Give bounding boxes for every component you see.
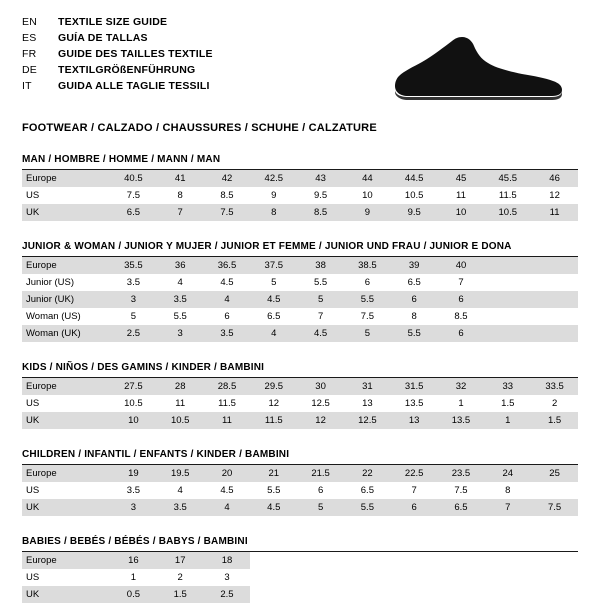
row-label: US: [22, 395, 110, 412]
cell: 40.5: [110, 170, 157, 187]
cell: 9.5: [297, 187, 344, 204]
language-code: DE: [22, 64, 37, 76]
table-row: [22, 552, 578, 569]
language-title: TEXTILGRÖßENFÜHRUNG: [58, 64, 196, 76]
row-label: UK: [22, 412, 110, 429]
cell: 3: [204, 569, 251, 586]
row-label: UK: [22, 204, 110, 221]
cell: 21.5: [297, 465, 344, 482]
cell: 2: [531, 395, 578, 412]
cell: 18: [204, 552, 251, 569]
cell: 37.5: [250, 257, 297, 274]
cell: 7: [484, 499, 531, 516]
cell: 1: [438, 395, 485, 412]
cell: [484, 274, 531, 291]
language-code: ES: [22, 32, 37, 44]
cell: 4: [157, 274, 204, 291]
cell: 13.5: [438, 412, 485, 429]
section-title: KIDS / NIÑOS / DES GAMINS / KINDER / BAMBINI: [22, 362, 578, 378]
cell: 7: [438, 274, 485, 291]
cell: [531, 291, 578, 308]
cell: 10.5: [157, 412, 204, 429]
cell: 8.5: [297, 204, 344, 221]
cell: 10: [110, 412, 157, 429]
cell: 4.5: [250, 499, 297, 516]
size-table-junior-woman: [22, 257, 578, 342]
cell: 4: [157, 482, 204, 499]
cell: 28.5: [204, 378, 251, 395]
cell: [531, 552, 578, 569]
cell: 19.5: [157, 465, 204, 482]
cell: 1.5: [157, 586, 204, 603]
document-header: [22, 16, 578, 108]
cell: 36.5: [204, 257, 251, 274]
cell: 22: [344, 465, 391, 482]
table-row: [22, 395, 578, 412]
cell: 2.5: [110, 325, 157, 342]
cell: 6.5: [250, 308, 297, 325]
cell: [438, 586, 485, 603]
cell: 33: [484, 378, 531, 395]
table-row: [22, 170, 578, 187]
cell: 46: [531, 170, 578, 187]
table-row: [22, 465, 578, 482]
cell: [484, 257, 531, 274]
size-table-kids: [22, 378, 578, 429]
table-row: [22, 187, 578, 204]
cell: 20: [204, 465, 251, 482]
cell: 6.5: [391, 274, 438, 291]
cell: 7.5: [344, 308, 391, 325]
language-row: [22, 48, 213, 64]
cell: 38: [297, 257, 344, 274]
cell: 3: [157, 325, 204, 342]
cell: 6: [297, 482, 344, 499]
cell: 3: [110, 499, 157, 516]
cell: 9.5: [391, 204, 438, 221]
table-row: [22, 412, 578, 429]
cell: 42: [204, 170, 251, 187]
cell: 11.5: [484, 187, 531, 204]
cell: [250, 569, 297, 586]
section-kids: [22, 362, 578, 429]
cell: [297, 586, 344, 603]
section-title: BABIES / BEBÉS / BÉBÉS / BABYS / BAMBINI: [22, 536, 578, 552]
cell: 5.5: [297, 274, 344, 291]
language-title: GUÍA DE TALLAS: [58, 32, 148, 44]
cell: [391, 552, 438, 569]
cell: 39: [391, 257, 438, 274]
section-title: JUNIOR & WOMAN / JUNIOR Y MUJER / JUNIOR ET FEMME / JUNIOR UND FRAU / JUNIOR E DONA: [22, 241, 578, 257]
cell: 7: [391, 482, 438, 499]
cell: 43: [297, 170, 344, 187]
cell: [438, 569, 485, 586]
table-row: [22, 569, 578, 586]
cell: 16: [110, 552, 157, 569]
cell: 3.5: [110, 482, 157, 499]
cell: 12.5: [344, 412, 391, 429]
language-row: [22, 64, 213, 80]
cell: 32: [438, 378, 485, 395]
cell: 3.5: [157, 499, 204, 516]
row-label: US: [22, 482, 110, 499]
cell: 5.5: [344, 499, 391, 516]
language-row: [22, 80, 213, 96]
cell: 31.5: [391, 378, 438, 395]
cell: 21: [250, 465, 297, 482]
cell: 12: [531, 187, 578, 204]
cell: 4.5: [204, 274, 251, 291]
cell: 38.5: [344, 257, 391, 274]
row-label: Junior (UK): [22, 291, 110, 308]
cell: [250, 586, 297, 603]
cell: 10.5: [391, 187, 438, 204]
table-row: [22, 291, 578, 308]
cell: 19: [110, 465, 157, 482]
cell: [297, 552, 344, 569]
section-man: [22, 154, 578, 221]
cell: 1.5: [484, 395, 531, 412]
language-row: [22, 16, 213, 32]
cell: 4.5: [250, 291, 297, 308]
cell: 5: [297, 499, 344, 516]
table-row: [22, 325, 578, 342]
cell: [250, 552, 297, 569]
row-label: Europe: [22, 170, 110, 187]
cell: 33.5: [531, 378, 578, 395]
size-table-man: [22, 170, 578, 221]
cell: 13: [344, 395, 391, 412]
cell: 7.5: [204, 204, 251, 221]
cell: [484, 291, 531, 308]
row-label: US: [22, 569, 110, 586]
cell: [391, 586, 438, 603]
language-row: [22, 32, 213, 48]
language-code: FR: [22, 48, 37, 60]
cell: [484, 569, 531, 586]
cell: [344, 586, 391, 603]
cell: 3.5: [110, 274, 157, 291]
section-children: [22, 449, 578, 516]
cell: 10.5: [110, 395, 157, 412]
cell: 8: [391, 308, 438, 325]
cell: 42.5: [250, 170, 297, 187]
cell: 2: [157, 569, 204, 586]
row-label: Europe: [22, 552, 110, 569]
language-title: GUIDA ALLE TAGLIE TESSILI: [58, 80, 210, 92]
cell: [484, 586, 531, 603]
cell: 11: [531, 204, 578, 221]
cell: [531, 569, 578, 586]
cell: 10.5: [484, 204, 531, 221]
table-row: [22, 586, 578, 603]
cell: 2.5: [204, 586, 251, 603]
cell: 24: [484, 465, 531, 482]
cell: 11: [438, 187, 485, 204]
table-row: [22, 257, 578, 274]
cell: 5.5: [157, 308, 204, 325]
cell: 28: [157, 378, 204, 395]
table-row: [22, 378, 578, 395]
row-label: Woman (UK): [22, 325, 110, 342]
cell: 9: [250, 187, 297, 204]
cell: 12: [250, 395, 297, 412]
cell: 13: [391, 412, 438, 429]
table-row: [22, 308, 578, 325]
cell: 36: [157, 257, 204, 274]
cell: 6: [391, 499, 438, 516]
row-label: Woman (US): [22, 308, 110, 325]
cell: 4.5: [204, 482, 251, 499]
row-label: US: [22, 187, 110, 204]
category-line: FOOTWEAR / CALZADO / CHAUSSURES / SCHUHE / CALZATURE: [22, 122, 377, 134]
cell: 8: [484, 482, 531, 499]
row-label: Junior (US): [22, 274, 110, 291]
table-row: [22, 274, 578, 291]
cell: [531, 482, 578, 499]
cell: 41: [157, 170, 204, 187]
cell: 6: [204, 308, 251, 325]
cell: 5.5: [250, 482, 297, 499]
cell: 8: [157, 187, 204, 204]
cell: [484, 308, 531, 325]
cell: [438, 552, 485, 569]
size-table-children: [22, 465, 578, 516]
cell: 6: [438, 325, 485, 342]
cell: 17: [157, 552, 204, 569]
cell: 7.5: [110, 187, 157, 204]
cell: 1: [110, 569, 157, 586]
cell: 35.5: [110, 257, 157, 274]
cell: 1.5: [531, 412, 578, 429]
cell: 5.5: [344, 291, 391, 308]
row-label: Europe: [22, 257, 110, 274]
cell: 9: [344, 204, 391, 221]
cell: 3.5: [157, 291, 204, 308]
section-title: CHILDREN / INFANTIL / ENFANTS / KINDER / BAMBINI: [22, 449, 578, 465]
cell: 4: [250, 325, 297, 342]
cell: [531, 257, 578, 274]
cell: [531, 325, 578, 342]
cell: 3: [110, 291, 157, 308]
cell: 1: [484, 412, 531, 429]
cell: 44: [344, 170, 391, 187]
cell: 40: [438, 257, 485, 274]
cell: [391, 569, 438, 586]
cell: [297, 569, 344, 586]
row-label: Europe: [22, 465, 110, 482]
cell: 45.5: [484, 170, 531, 187]
row-label: Europe: [22, 378, 110, 395]
cell: 27.5: [110, 378, 157, 395]
cell: [531, 308, 578, 325]
cell: [344, 569, 391, 586]
cell: 6: [391, 291, 438, 308]
cell: 29.5: [250, 378, 297, 395]
cell: 12: [297, 412, 344, 429]
cell: 44.5: [391, 170, 438, 187]
cell: 11: [157, 395, 204, 412]
language-code: IT: [22, 80, 32, 92]
language-title: TEXTILE SIZE GUIDE: [58, 16, 168, 28]
cell: 5: [110, 308, 157, 325]
cell: 5: [297, 291, 344, 308]
cell: 11.5: [250, 412, 297, 429]
cell: 6.5: [344, 482, 391, 499]
cell: 12.5: [297, 395, 344, 412]
cell: 11: [204, 412, 251, 429]
cell: [344, 552, 391, 569]
cell: 7: [157, 204, 204, 221]
cell: [531, 586, 578, 603]
cell: 10: [344, 187, 391, 204]
cell: 4.5: [297, 325, 344, 342]
language-title-list: [22, 16, 213, 96]
cell: 13.5: [391, 395, 438, 412]
language-title: GUIDE DES TAILLES TEXTILE: [58, 48, 213, 60]
cell: 10: [438, 204, 485, 221]
cell: 8.5: [438, 308, 485, 325]
cell: 11.5: [204, 395, 251, 412]
cell: [484, 552, 531, 569]
table-row: [22, 499, 578, 516]
section-title: MAN / HOMBRE / HOMME / MANN / MAN: [22, 154, 578, 170]
size-table-babies: [22, 552, 578, 603]
cell: 23.5: [438, 465, 485, 482]
cell: 5: [250, 274, 297, 291]
cell: 0.5: [110, 586, 157, 603]
cell: 7: [297, 308, 344, 325]
cell: 22.5: [391, 465, 438, 482]
section-babies: [22, 536, 578, 603]
cell: 7.5: [438, 482, 485, 499]
cell: 7.5: [531, 499, 578, 516]
cell: 8.5: [204, 187, 251, 204]
cell: 4: [204, 499, 251, 516]
cell: 30: [297, 378, 344, 395]
section-junior-woman: [22, 241, 578, 342]
cell: 6.5: [110, 204, 157, 221]
cell: 6.5: [438, 499, 485, 516]
cell: 25: [531, 465, 578, 482]
cell: 8: [250, 204, 297, 221]
table-row: [22, 204, 578, 221]
row-label: UK: [22, 586, 110, 603]
cell: 6: [438, 291, 485, 308]
table-row: [22, 482, 578, 499]
dress-shoe-icon: [382, 34, 572, 110]
cell: 5: [344, 325, 391, 342]
cell: 5.5: [391, 325, 438, 342]
cell: [484, 325, 531, 342]
cell: 6: [344, 274, 391, 291]
language-code: EN: [22, 16, 37, 28]
cell: 45: [438, 170, 485, 187]
cell: [531, 274, 578, 291]
cell: 3.5: [204, 325, 251, 342]
cell: 31: [344, 378, 391, 395]
row-label: UK: [22, 499, 110, 516]
cell: 4: [204, 291, 251, 308]
